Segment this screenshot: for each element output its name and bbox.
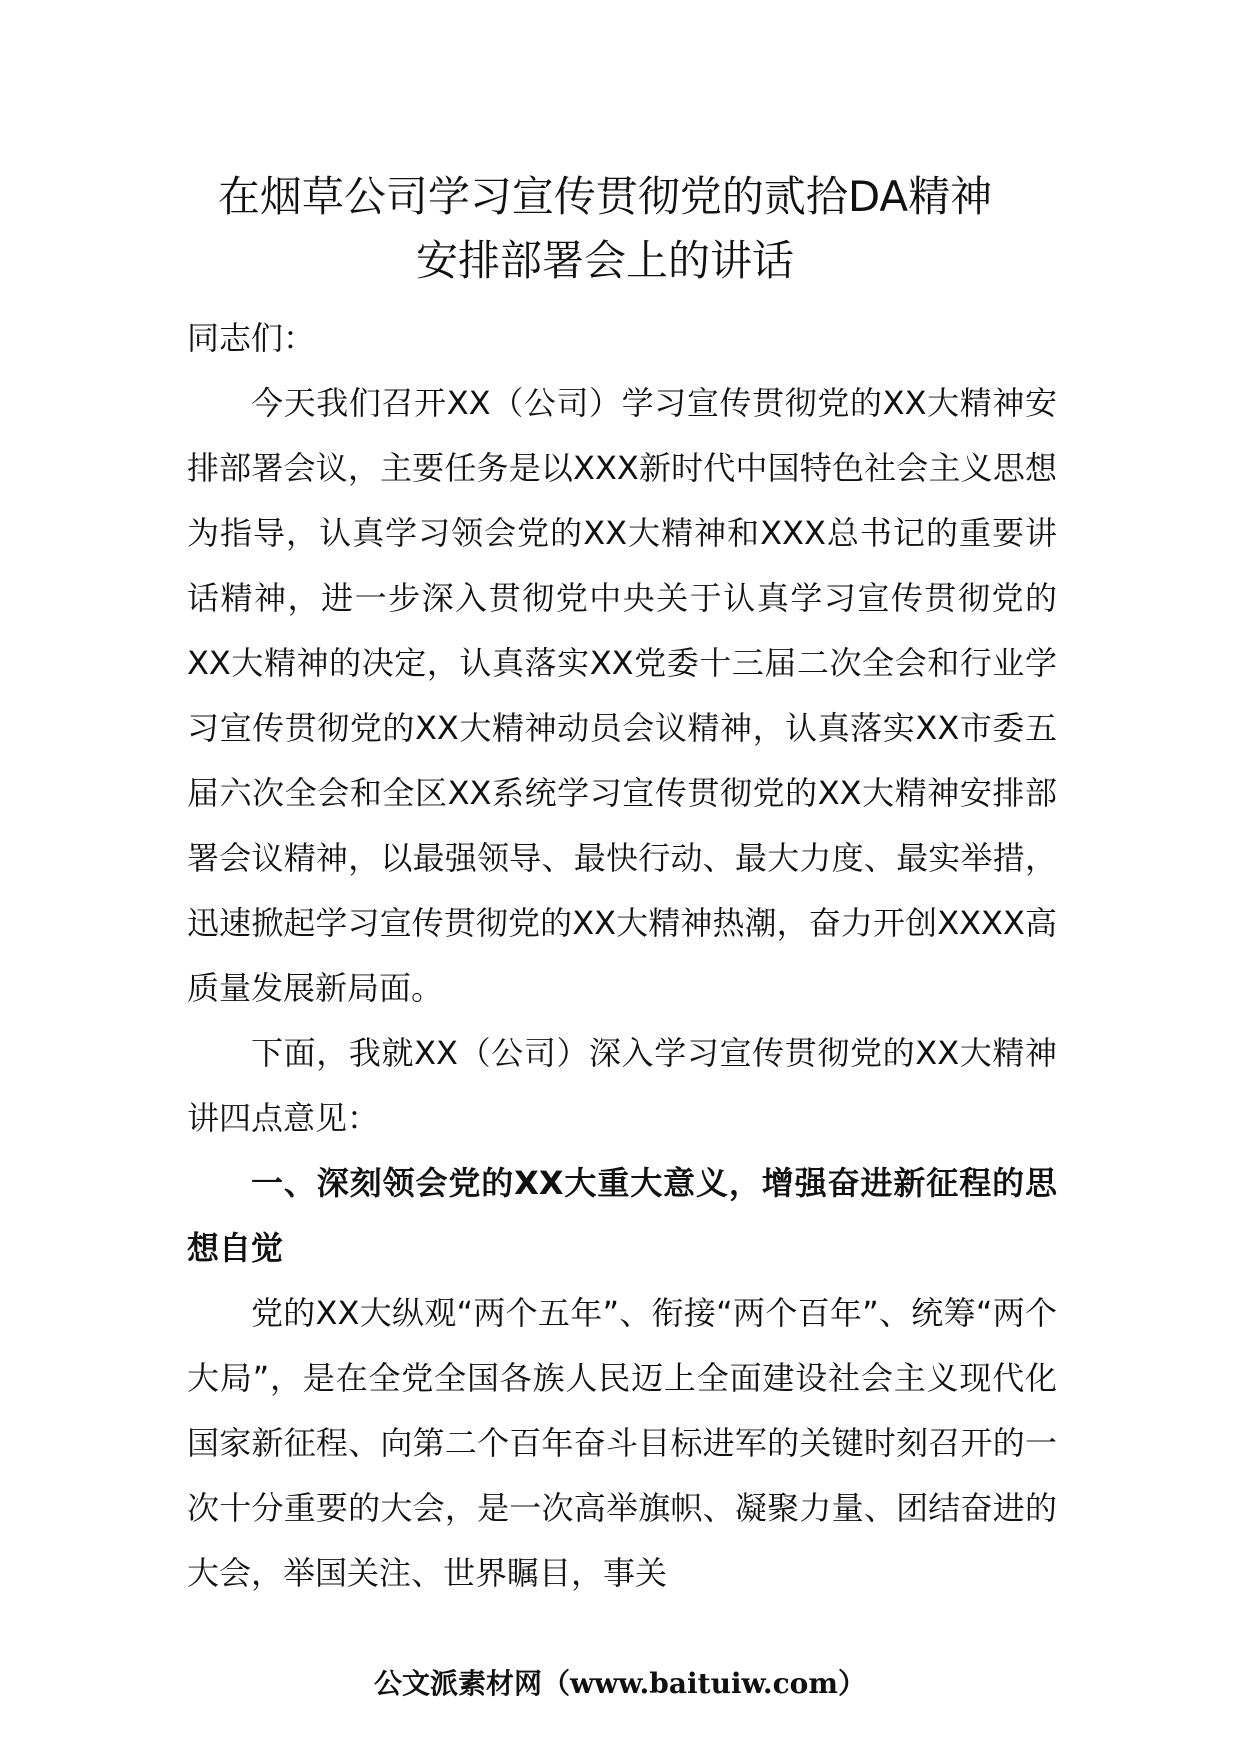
footer-watermark: 公文派素材网（www.baituiw.com） (374, 1667, 866, 1700)
body-paragraph-2: 下面，我就XX（公司）深入学习宣传贯彻党的XX大精神讲四点意见： (187, 1034, 1057, 1137)
document-title-line-1: 在烟草公司学习宣传贯彻党的贰拾DA精神 (217, 172, 993, 221)
document-body (187, 306, 1057, 1606)
body-paragraph-3: 党的XX大纵观“两个五年”、衔接“两个百年”、统筹“两个大局”，是在全党全国各族人民迈上全面建设社会主义现代化国家新征程、向第二个百年奋斗目标进军的关键时刻召开的一次十分重要的大会，是一次高举旗帜、凝聚力量、团结奋进的大会，举国关注、世界瞩目，事关 (187, 1294, 1057, 1592)
section-heading-1: 一、深刻领会党的XX大重大意义，增强奋进新征程的思想自觉 (187, 1164, 1057, 1267)
body-paragraph-1: 今天我们召开XX（公司）学习宣传贯彻党的XX大精神安排部署会议，主要任务是以XXX新时代中国特色社会主义思想为指导，认真学习领会党的XX大精神和XXX总书记的重要讲话精神，进一步深入贯彻党中央关于认真学习宣传贯彻党的XX大精神的决定，认真落实XX党委十三届二次全会和行业学习宣传贯彻党的XX大精神动员会议精神，认真落实XX市委五届六次全会和全区XX系统学习宣传贯彻党的XX大精神安排部署会议精神，以最强领导、最快行动、最大力度、最实举措，迅速掀起学习宣传贯彻党的XX大精神热潮，奋力开创XXXX高质量发展新局面。 (187, 384, 1057, 1007)
salutation: 同志们： (187, 319, 316, 357)
document-title-line-2: 安排部署会上的讲话 (415, 236, 794, 285)
